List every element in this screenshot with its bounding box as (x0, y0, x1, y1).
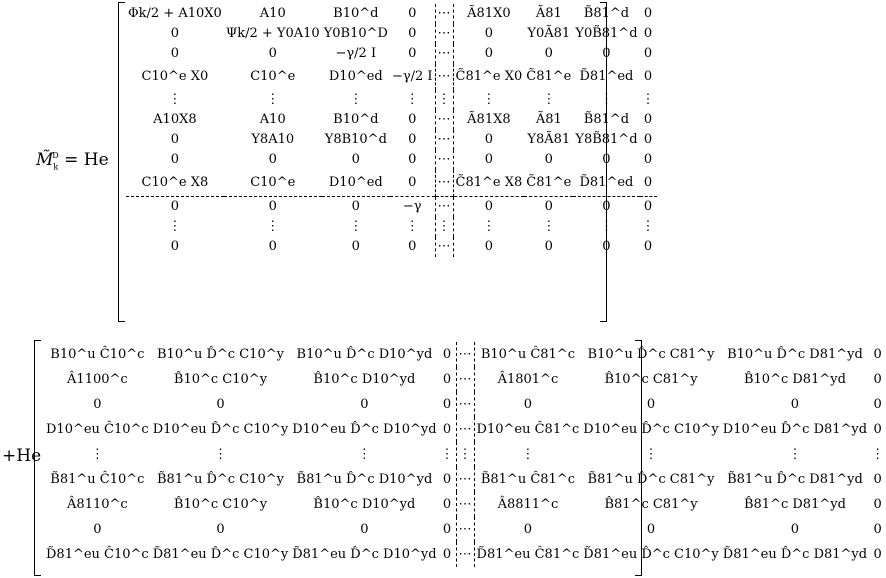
matrix-cell: ⋯ (456, 392, 474, 417)
matrix-cell: ⋮ (90, 447, 104, 462)
matrix-cell: D10^eu D̂^c D81^yd (722, 422, 868, 437)
matrix-cell: 0 (646, 522, 656, 537)
matrix-cell: 0 (93, 397, 102, 412)
matrix-cell: D̃81^eu Ĉ81^c (476, 547, 580, 562)
equation-1-lhs: $M̃_k^D = He$ (36, 150, 109, 172)
matrix-cell: 0 (602, 46, 611, 61)
matrix-cell: 0 (453, 197, 524, 218)
matrix-cell: 0 (170, 46, 180, 61)
matrix-cell: D10^eu Ĉ10^c (46, 422, 149, 437)
matrix-cell: Y8Ã81 (527, 132, 571, 147)
matrix-cell: ⋮ (871, 447, 885, 462)
matrix-cell: B̃81^d (583, 6, 630, 21)
matrix-cell: 0 (322, 197, 390, 218)
matrix-cell: Φk/2 + A10X0 (128, 6, 222, 21)
matrix-cell: 0 (442, 372, 452, 387)
matrix-cell: 0 (643, 132, 653, 147)
matrix-cell: C10^e (250, 69, 296, 84)
matrix-cell: ⋮ (599, 92, 613, 107)
matrix-cell: Y0B̃81^d (575, 26, 638, 41)
matrix-cell: D10^eu D̂^c D10^yd (292, 422, 437, 437)
matrix-cell: 0 (873, 372, 882, 387)
matrix-cell: B10^d (333, 112, 379, 127)
matrix-cell: ⋮ (644, 447, 658, 462)
matrix-cell: 0 (408, 26, 417, 41)
matrix-cell: ⋯ (435, 64, 453, 90)
matrix-cell: ⋯ (456, 342, 474, 367)
matrix-cell: B̃81^u D̂^c D10^yd (296, 472, 433, 487)
matrix-cell: B10^u D̂^c C10^y (157, 347, 284, 362)
matrix-1-table (126, 4, 657, 257)
matrix-cell: 0 (360, 522, 369, 537)
matrix-cell: C̃81^e (526, 69, 572, 84)
matrix-cell: 0 (442, 497, 452, 512)
matrix-cell: Â8110^c (67, 497, 128, 512)
matrix-row (126, 197, 657, 218)
matrix-cell: B10^u D̂^c D10^yd (296, 347, 433, 362)
matrix-cell: 0 (484, 26, 494, 41)
matrix-cell: 0 (646, 397, 656, 412)
equation-2 (0, 340, 885, 576)
matrix-cell: C̃81^e X8 (455, 175, 523, 190)
left-bracket (118, 2, 125, 322)
matrix-cell: ⋯ (435, 130, 453, 150)
matrix-cell: 0 (442, 397, 452, 412)
matrix-cell: Y8B10^d (324, 132, 387, 147)
matrix-cell: 0 (170, 132, 180, 147)
equation-2-lhs: +He (2, 446, 42, 466)
matrix-cell: D̃81^ed (579, 69, 634, 84)
matrix-cell: 0 (216, 522, 225, 537)
matrix-cell: B̃81^u Ĉ81^c (480, 472, 575, 487)
matrix-cell: B̃81^u D̂^c C81^y (587, 472, 715, 487)
matrix-cell: A10X8 (153, 112, 197, 127)
matrix-cell: −γ/2 I (391, 69, 433, 84)
matrix-row (126, 44, 657, 64)
matrix-cell: ⋮ (641, 219, 655, 234)
matrix-cell: Ã81X8 (467, 112, 511, 127)
matrix-cell: ⋯ (435, 24, 453, 44)
matrix-cell: 0 (442, 472, 452, 487)
matrix-row (126, 130, 657, 150)
matrix-cell: C10^e X0 (141, 69, 209, 84)
matrix-cell: B10^u Ĉ10^c (50, 347, 145, 362)
matrix-cell: B̃81^d (583, 112, 630, 127)
matrix-1 (118, 2, 655, 322)
matrix-cell: Â1801^c (497, 372, 559, 387)
matrix-cell: ⋮ (213, 447, 227, 462)
matrix-cell: ⋯ (456, 542, 474, 567)
matrix-cell: 0 (408, 239, 417, 254)
matrix-cell: 0 (351, 152, 360, 167)
matrix-row (126, 64, 657, 90)
matrix-cell: 0 (523, 522, 533, 537)
matrix-cell: 0 (268, 46, 277, 61)
matrix-cell: C̃81^e (526, 175, 572, 190)
matrix-cell: 0 (602, 152, 611, 167)
matrix-cell: B10^u Ĉ81^c (480, 347, 575, 362)
matrix-cell: 0 (643, 175, 653, 190)
matrix-cell: D10^ed (328, 69, 383, 84)
matrix-cell: ⋮ (349, 92, 363, 107)
matrix-row (44, 517, 886, 542)
matrix-cell: 0 (640, 197, 657, 218)
matrix-cell: B̂10^c C10^y (173, 372, 268, 387)
matrix-cell: 0 (126, 197, 224, 218)
matrix-row (44, 392, 886, 417)
matrix-cell: 0 (544, 46, 553, 61)
matrix-cell: Ã81X0 (467, 6, 511, 21)
matrix-cell: 0 (442, 422, 452, 437)
matrix-cell: B̂10^c D10^yd (313, 497, 416, 512)
matrix-cell: Y0Ã81 (527, 26, 571, 41)
matrix-cell: ⋮ (542, 92, 556, 107)
matrix-cell: −γ/2 I (335, 46, 377, 61)
matrix-cell: 0 (524, 197, 573, 218)
matrix-row (44, 442, 886, 467)
matrix-cell: B̂10^c D81^yd (743, 372, 846, 387)
matrix-cell: ⋮ (168, 219, 182, 234)
matrix-cell: B̂10^c C10^y (173, 497, 268, 512)
matrix-cell: ⋯ (456, 467, 474, 492)
matrix-cell: ⋯ (435, 44, 453, 64)
matrix-row (126, 90, 657, 110)
matrix-cell: ⋮ (168, 92, 182, 107)
matrix-cell: D10^ed (328, 175, 383, 190)
matrix-cell: 0 (544, 152, 553, 167)
matrix-row (44, 342, 886, 367)
matrix-cell: 0 (484, 152, 494, 167)
matrix-cell: 0 (873, 397, 882, 412)
matrix-cell: ⋮ (349, 219, 363, 234)
matrix-cell: 0 (408, 152, 417, 167)
matrix-cell: 0 (442, 547, 452, 562)
matrix-cell: 0 (442, 522, 452, 537)
matrix-row (44, 492, 886, 517)
matrix-row (126, 170, 657, 197)
matrix-cell: D̃81^eu D̂^c D10^yd (292, 547, 437, 562)
matrix-cell: 0 (573, 197, 639, 218)
matrix-cell: ⋯ (456, 517, 474, 542)
matrix-cell: 0 (643, 46, 653, 61)
matrix-cell: C̃81^e X0 (455, 69, 523, 84)
matrix-cell: ⋮ (482, 219, 496, 234)
matrix-cell: 0 (873, 522, 882, 537)
equation-1 (0, 2, 655, 322)
matrix-cell: ⋯ (456, 417, 474, 442)
matrix-row (44, 467, 886, 492)
matrix-row (44, 417, 886, 442)
matrix-row (126, 150, 657, 170)
matrix-cell: 0 (170, 239, 180, 254)
matrix-cell: 0 (408, 46, 417, 61)
matrix-cell: B̂81^c C81^y (604, 497, 698, 512)
matrix-cell: 0 (351, 239, 360, 254)
matrix-cell: ⋮ (405, 92, 419, 107)
matrix-cell: D̃81^eu D̂^c C10^y (152, 547, 289, 562)
matrix-cell: 0 (643, 26, 653, 41)
matrix-cell: ⋮ (641, 92, 655, 107)
matrix-cell: C10^e X8 (141, 175, 209, 190)
matrix-row (126, 24, 657, 44)
matrix-cell: ⋮ (521, 447, 535, 462)
matrix-cell: ⋯ (435, 4, 453, 24)
matrix-row (126, 110, 657, 130)
matrix-cell: B̂10^c D10^yd (313, 372, 416, 387)
matrix-cell: D10^eu D̂^c C10^y (583, 422, 719, 437)
matrix-cell: ⋯ (435, 110, 453, 130)
matrix-row (126, 217, 657, 237)
matrix-cell: ⋯ (435, 170, 453, 197)
matrix-cell: ⋮ (266, 219, 280, 234)
matrix-cell: ⋮ (405, 219, 419, 234)
matrix-row (44, 542, 886, 567)
matrix-cell: 0 (442, 347, 452, 362)
matrix-cell: ⋮ (542, 219, 556, 234)
matrix-cell: 0 (93, 522, 102, 537)
matrix-cell: B̂10^c C81^y (604, 372, 698, 387)
matrix-cell: 0 (408, 112, 417, 127)
matrix-cell: 0 (873, 472, 882, 487)
matrix-cell: D10^eu D̂^c C10^y (152, 422, 289, 437)
matrix-cell: 0 (408, 6, 417, 21)
matrix-cell: ⋮ (440, 447, 454, 462)
matrix-cell: Y8B̃81^d (575, 132, 638, 147)
matrix-cell: Â8811^c (497, 497, 559, 512)
matrix-row (126, 4, 657, 24)
matrix-cell: D10^eu Ĉ81^c (476, 422, 580, 437)
matrix-cell: ⋮ (435, 90, 453, 110)
matrix-cell: 0 (790, 397, 800, 412)
matrix-cell: ⋮ (435, 217, 453, 237)
matrix-cell: D̃81^ed (579, 175, 634, 190)
matrix-cell: 0 (216, 397, 225, 412)
matrix-cell: ⋮ (482, 92, 496, 107)
matrix-cell: D̃81^eu D̂^c C10^y (583, 547, 719, 562)
matrix-cell: 0 (790, 522, 800, 537)
matrix-cell: B̃81^u D̂^c C10^y (157, 472, 284, 487)
matrix-cell: 0 (268, 239, 277, 254)
matrix-cell: ⋮ (266, 92, 280, 107)
matrix-cell: B̃81^u D̂^c D81^yd (727, 472, 863, 487)
matrix-cell: Ã81 (535, 112, 562, 127)
matrix-cell: 0 (643, 239, 653, 254)
matrix-cell: Â1100^c (67, 372, 128, 387)
matrix-cell: C10^e (250, 175, 296, 190)
matrix-cell: B10^d (333, 6, 379, 21)
matrix-cell: 0 (268, 152, 277, 167)
matrix-cell: 0 (170, 152, 180, 167)
matrix-cell: ⋯ (435, 237, 453, 257)
matrix-cell: ⋯ (456, 367, 474, 392)
matrix-cell: 0 (360, 397, 369, 412)
matrix-cell: 0 (408, 132, 417, 147)
matrix-cell: ⋮ (357, 447, 371, 462)
matrix-cell: B̃81^u Ĉ10^c (50, 472, 145, 487)
matrix-cell: A10 (259, 6, 286, 21)
matrix-cell: 0 (484, 46, 494, 61)
matrix-cell: 0 (523, 397, 533, 412)
matrix-cell: 0 (643, 152, 653, 167)
matrix-cell: B10^u D̂^c D81^yd (727, 347, 863, 362)
matrix-cell: ⋮ (599, 219, 613, 234)
matrix-cell: Y8A10 (251, 132, 295, 147)
matrix-cell: Y0B10^D (323, 26, 388, 41)
matrix-cell: B̂81^c D81^yd (743, 497, 846, 512)
matrix-cell: 0 (408, 175, 417, 190)
matrix-cell: 0 (484, 132, 494, 147)
matrix-cell: Ψk/2 + Y0A10 (225, 26, 320, 41)
matrix-cell: −γ (390, 197, 435, 218)
matrix-cell: 0 (873, 422, 882, 437)
matrix-2 (34, 340, 885, 576)
matrix-cell: Ã81 (535, 6, 562, 21)
matrix-cell: ⋮ (456, 442, 474, 467)
matrix-row (126, 237, 657, 257)
matrix-cell: A10 (259, 112, 286, 127)
matrix-row (44, 367, 886, 392)
matrix-cell: 0 (643, 6, 653, 21)
left-bracket (34, 340, 41, 576)
matrix-cell: 0 (170, 26, 180, 41)
matrix-cell: 0 (643, 69, 653, 84)
matrix-cell: 0 (873, 347, 882, 362)
matrix-cell: 0 (873, 547, 882, 562)
matrix-cell: 0 (544, 239, 553, 254)
matrix-cell: D̃81^eu Ĉ10^c (46, 547, 149, 562)
matrix-cell: 0 (224, 197, 322, 218)
matrix-cell: ⋯ (435, 197, 453, 218)
matrix-cell: ⋮ (788, 447, 802, 462)
matrix-cell: B10^u D̂^c C81^y (587, 347, 715, 362)
matrix-cell: D̃81^eu D̂^c D81^yd (722, 547, 868, 562)
matrix-cell: 0 (873, 497, 882, 512)
matrix-cell: ⋯ (456, 492, 474, 517)
matrix-cell: ⋯ (435, 150, 453, 170)
matrix-cell: 0 (484, 239, 494, 254)
matrix-cell: 0 (602, 239, 611, 254)
matrix-cell: 0 (643, 112, 653, 127)
matrix-2-table (44, 342, 886, 567)
